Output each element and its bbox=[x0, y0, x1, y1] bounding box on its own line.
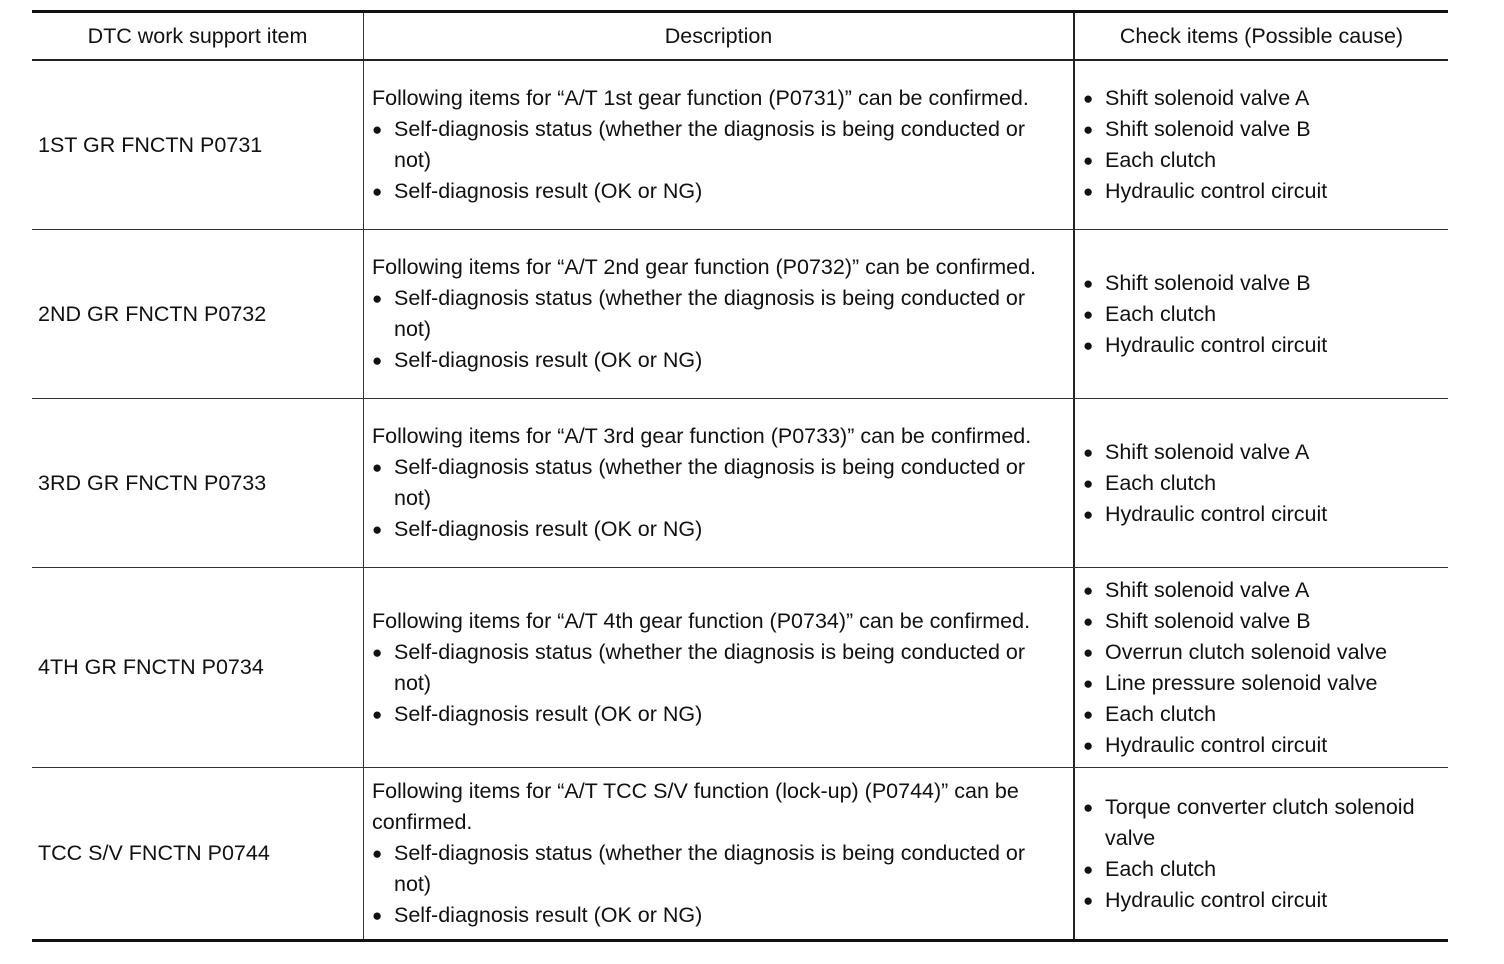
bullet-icon: ● bbox=[1083, 473, 1094, 493]
check-items-cell bbox=[1073, 399, 1448, 567]
bullet-icon: ● bbox=[1083, 182, 1094, 201]
bullet-icon: ● bbox=[1083, 859, 1094, 879]
description-cell bbox=[363, 568, 1073, 767]
check-item: ● Each clutch bbox=[1083, 299, 1327, 330]
table-row bbox=[32, 399, 1448, 568]
description-bullet: ● Self-diagnosis status (whether the diagnosis is being conducted or not) bbox=[372, 838, 1059, 900]
table-row bbox=[32, 61, 1448, 230]
check-item: ● Each clutch bbox=[1083, 854, 1448, 885]
check-item: ● Line pressure solenoid valve bbox=[1083, 668, 1387, 699]
header-check-items: Check items (Possible cause) bbox=[1073, 13, 1448, 59]
bullet-icon: ● bbox=[1083, 304, 1094, 324]
description-bullet: ● Self-diagnosis status (whether the diagnosis is being conducted or not) bbox=[372, 637, 1059, 699]
check-item: ● Each clutch bbox=[1083, 699, 1387, 730]
bullet-icon: ● bbox=[1083, 273, 1094, 293]
bullet-icon: ● bbox=[1083, 151, 1094, 170]
dtc-work-support-table bbox=[32, 10, 1448, 942]
dtc-item-cell: TCC S/V FNCTN P0744 bbox=[38, 841, 270, 865]
check-item: ● Shift solenoid valve A bbox=[1083, 575, 1387, 606]
bullet-icon: ● bbox=[1083, 890, 1094, 910]
bullet-icon: ● bbox=[1083, 442, 1094, 462]
table-row bbox=[32, 568, 1448, 768]
bullet-icon: ● bbox=[1083, 120, 1094, 139]
check-items-cell bbox=[1073, 768, 1448, 939]
bullet-icon: ● bbox=[1083, 580, 1094, 600]
description-bullet: ● Self-diagnosis status (whether the diagnosis is being conducted or not) bbox=[372, 114, 1059, 176]
bullet-icon: ● bbox=[1083, 735, 1094, 755]
check-items-cell bbox=[1073, 230, 1448, 398]
description-intro: Following items for “A/T TCC S/V function (lock-up) (P0744)” can be confirmed. bbox=[372, 779, 1019, 834]
check-item: ● Hydraulic control circuit bbox=[1083, 176, 1327, 207]
bullet-icon: ● bbox=[1083, 504, 1094, 524]
bullet-icon: ● bbox=[372, 704, 383, 724]
description-intro: Following items for “A/T 3rd gear function (P0733)” can be confirmed. bbox=[372, 424, 1032, 448]
dtc-item-cell: 1ST GR FNCTN P0731 bbox=[38, 132, 263, 157]
bullet-icon: ● bbox=[1083, 673, 1094, 693]
bullet-icon: ● bbox=[1083, 335, 1094, 355]
table-row bbox=[32, 768, 1448, 939]
description-bullet: ● Self-diagnosis result (OK or NG) bbox=[372, 176, 1059, 207]
bullet-icon: ● bbox=[372, 906, 383, 925]
bullet-icon: ● bbox=[372, 642, 383, 662]
description-bullet: ● Self-diagnosis result (OK or NG) bbox=[372, 699, 1059, 730]
bullet-icon: ● bbox=[372, 120, 383, 139]
dtc-item-cell: 4TH GR FNCTN P0734 bbox=[38, 655, 264, 679]
check-item: ● Hydraulic control circuit bbox=[1083, 885, 1448, 916]
description-intro: Following items for “A/T 4th gear function (P0734)” can be confirmed. bbox=[372, 608, 1031, 633]
check-item: ● Hydraulic control circuit bbox=[1083, 330, 1327, 361]
check-items-cell bbox=[1073, 568, 1448, 767]
description-bullet: ● Self-diagnosis result (OK or NG) bbox=[372, 514, 1059, 545]
bullet-icon: ● bbox=[372, 289, 383, 308]
check-item: ● Shift solenoid valve B bbox=[1083, 114, 1327, 145]
bullet-icon: ● bbox=[372, 351, 383, 370]
check-item: ● Overrun clutch solenoid valve bbox=[1083, 637, 1387, 668]
description-bullet: ● Self-diagnosis result (OK or NG) bbox=[372, 900, 1059, 931]
bullet-icon: ● bbox=[1083, 89, 1094, 108]
check-item: ● Hydraulic control circuit bbox=[1083, 730, 1387, 761]
description-intro: Following items for “A/T 1st gear function (P0731)” can be confirmed. bbox=[372, 86, 1029, 110]
header-description: Description bbox=[363, 13, 1073, 59]
bullet-icon: ● bbox=[1083, 797, 1094, 817]
check-item: ● Each clutch bbox=[1083, 468, 1327, 499]
dtc-item-cell: 3RD GR FNCTN P0733 bbox=[38, 470, 267, 495]
bullet-icon: ● bbox=[1083, 611, 1094, 631]
header-dtc-item: DTC work support item bbox=[87, 23, 308, 48]
bullet-icon: ● bbox=[372, 844, 383, 863]
description-intro: Following items for “A/T 2nd gear function (P0732)” can be confirmed. bbox=[372, 255, 1037, 279]
bullet-icon: ● bbox=[372, 458, 383, 477]
description-cell bbox=[363, 61, 1073, 229]
dtc-item-cell: 2ND GR FNCTN P0732 bbox=[38, 301, 267, 326]
check-item: ● Each clutch bbox=[1083, 145, 1327, 176]
check-item: ● Shift solenoid valve B bbox=[1083, 606, 1387, 637]
description-cell bbox=[363, 768, 1073, 939]
description-cell bbox=[363, 230, 1073, 398]
check-item: ● Shift solenoid valve A bbox=[1083, 437, 1327, 468]
bullet-icon: ● bbox=[1083, 704, 1094, 724]
table-header-row bbox=[32, 13, 1448, 61]
description-bullet: ● Self-diagnosis result (OK or NG) bbox=[372, 345, 1059, 376]
description-cell bbox=[363, 399, 1073, 567]
description-bullet: ● Self-diagnosis status (whether the diagnosis is being conducted or not) bbox=[372, 452, 1059, 514]
check-items-cell bbox=[1073, 61, 1448, 229]
bullet-icon: ● bbox=[372, 182, 383, 201]
bullet-icon: ● bbox=[1083, 642, 1094, 662]
description-bullet: ● Self-diagnosis status (whether the diagnosis is being conducted or not) bbox=[372, 283, 1059, 345]
check-item: ● Shift solenoid valve B bbox=[1083, 268, 1327, 299]
check-item: ● Hydraulic control circuit bbox=[1083, 499, 1327, 530]
bullet-icon: ● bbox=[372, 520, 383, 539]
table-row bbox=[32, 230, 1448, 399]
check-item: ● Torque converter clutch solenoid valve bbox=[1083, 792, 1448, 854]
check-item: ● Shift solenoid valve A bbox=[1083, 83, 1327, 114]
